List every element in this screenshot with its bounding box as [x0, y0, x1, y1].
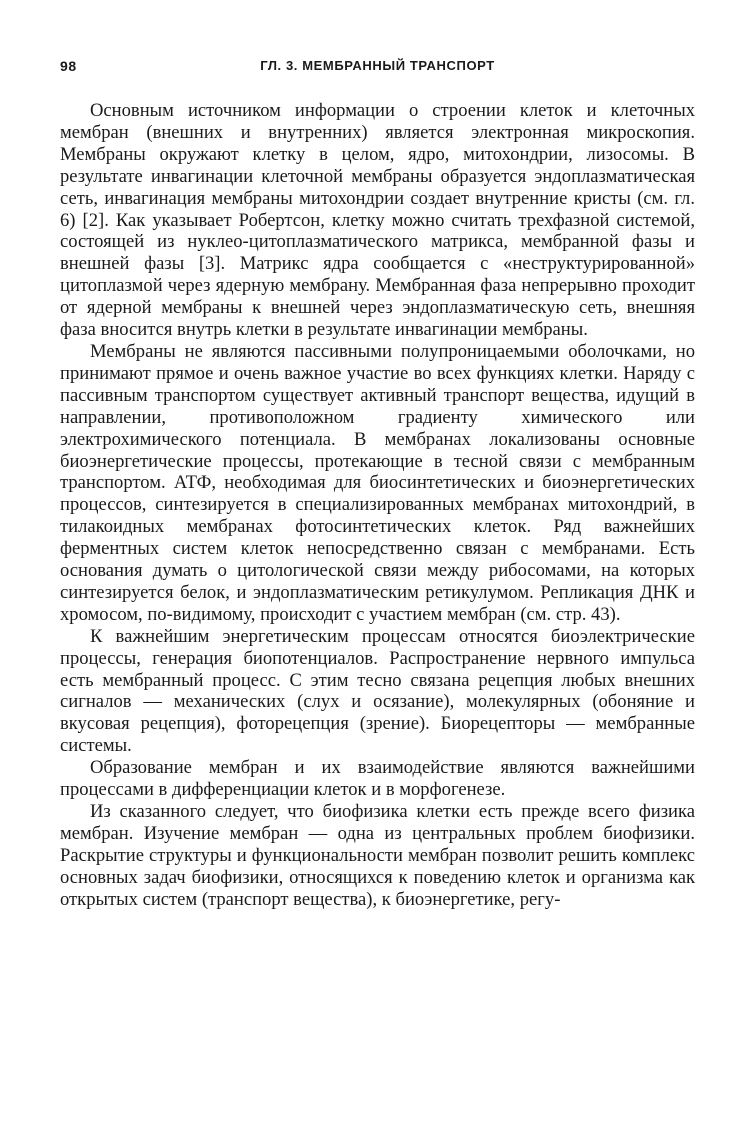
- page-header: [60, 58, 695, 82]
- page-number: 98: [60, 58, 77, 74]
- paragraph: Из сказанного следует, что биофизика клетки есть прежде всего физика мембран. Изучение мембран — одна из центральных проблем биофизики. Раскрытие структуры и функциональности мембран позволит решить комплекс основных задач биофизики, относящихся к поведению клеток и организма как открытых систем (транспорт вещества), к биоэнергетике, регу-: [60, 801, 695, 910]
- paragraph: Образование мембран и их взаимодействие являются важнейшими процессами в дифференциации клеток и в морфогенезе.: [60, 757, 695, 801]
- paragraph: Мембраны не являются пассивными полупроницаемыми оболочками, но принимают прямое и очень важное участие во всех функциях клетки. Наряду с пассивным транспортом существует активный транспорт вещества, идущий в направлении, противоположном градиенту химического или электрохимического потенциала. В мембранах локализованы основные биоэнергетические процессы, протекающие в тесной связи с мембранным транспортом. АТФ, необходимая для биосинтетических и биоэнергетических процессов, синтезируется в специализированных мембранах митохондрий, в тилакоидных мембранах фотосинтетических клеток. Ряд важнейших ферментных систем клеток непосредственно связан с мембранами. Есть основания думать о цитологической связи между рибосомами, на которых синтезируется белок, и эндоплазматическим ретикулумом. Репликация ДНК и хромосом, по-видимому, происходит с участием мембран (см. стр. 43).: [60, 340, 695, 625]
- body-text: [60, 100, 695, 911]
- paragraph: К важнейшим энергетическим процессам относятся биоэлектрические процессы, генерация биопотенциалов. Распространение нервного импульса есть мембранный процесс. С этим тесно связана рецепция любых внешних сигналов — механических (слух и осязание), молекулярных (обоняние и вкусовая рецепция), фоторецепция (зрение). Биорецепторы — мембранные системы.: [60, 625, 695, 757]
- running-title: ГЛ. 3. МЕМБРАННЫЙ ТРАНСПОРТ: [260, 58, 495, 73]
- paragraph: Основным источником информации о строении клеток и клеточных мембран (внешних и внутренних) является электронная микроскопия. Мембраны окружают клетку в целом, ядро, митохондрии, лизосомы. В результате инвагинации клеточной мембраны образуется эндоплазматическая сеть, инвагинация мембраны митохондрии создает внутренние кристы (см. гл. 6) [2]. Как указывает Робертсон, клетку можно считать трехфазной системой, состоящей из нуклео-цитоплазматического матрикса, мембранной фазы и внешней фазы [3]. Матрикс ядра сообщается с «неструктурированной» цитоплазмой через ядерную мембрану. Мембранная фаза непрерывно проходит от ядерной мембраны к внешней через эндоплазматическую сеть, внешняя фаза вносится внутрь клетки в результате инвагинации мембраны.: [60, 100, 695, 341]
